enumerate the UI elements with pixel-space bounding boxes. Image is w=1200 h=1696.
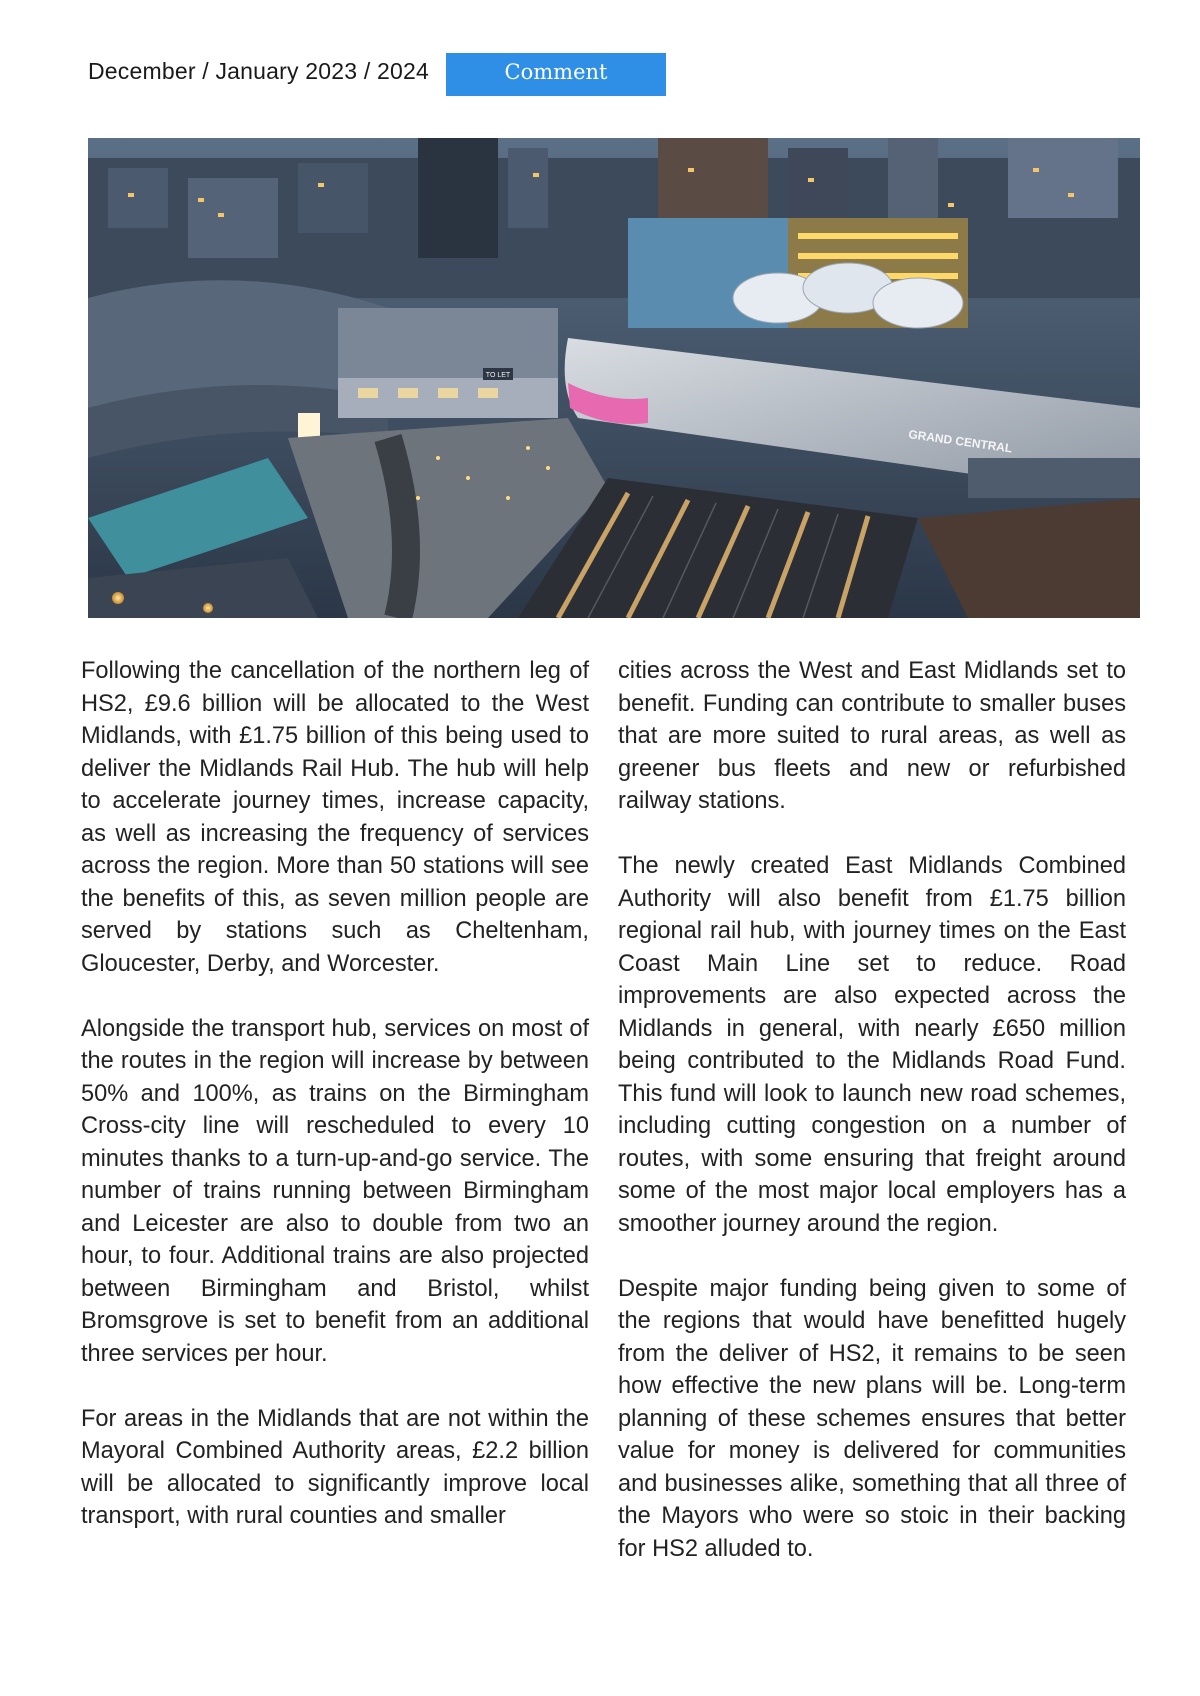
paragraph: Alongside the transport hub, services on most of the routes in the region will increase by between 50% and 100%, as trains on the Birmingham Cross-city line will rescheduled to every 10 minutes thanks to a turn-up-and-go service. The number of trains running between Birmingham and Leicester are also to double from two an hour, to four. Additional trains are also projected between Birmingham and Bristol, whilst Bromsgrove is set to benefit from an additional three services per hour. bbox=[81, 1015, 589, 1367]
paragraph: For areas in the Midlands that are not within the Mayoral Combined Authority areas, £2.2 billion will be allocated to significantly improve local transport, with rural counties and smaller bbox=[81, 1405, 589, 1529]
section-tag: Comment bbox=[446, 53, 666, 96]
article-column-right bbox=[618, 655, 1126, 1598]
page-header bbox=[88, 58, 429, 85]
hero-photo bbox=[88, 138, 1140, 618]
article-column-left bbox=[81, 655, 589, 1565]
shop-sign-text: TO LET bbox=[485, 372, 511, 379]
paragraph: Following the cancellation of the northern leg of HS2, £9.6 billion will be allocated to the West Midlands, with £1.75 billion of this being used to deliver the Midlands Rail Hub. The hub will help to accelerate journey times, increase capacity, as well as increasing the frequency of services across the region. More than 50 stations will see the benefits of this, as seven million people are served by stations such as Cheltenham, Gloucester, Derby, and Worcester. bbox=[81, 658, 589, 977]
issue-date: December / January 2023 / 2024 bbox=[88, 58, 429, 84]
station-sign-text: GRAND CENTRAL bbox=[907, 427, 1014, 456]
paragraph: cities across the West and East Midlands set to benefit. Funding can contribute to smaller buses that are more suited to rural areas, as well as greener bus fleets and new or refurbished railway stations. bbox=[618, 658, 1126, 814]
paragraph: Despite major funding being given to some of the regions that would have benefitted hugely from the deliver of HS2, it remains to be seen how effective the new plans will be. Long-term planning of these schemes ensures that better value for money is delivered for communities and businesses alike, something that all three of the Mayors who were so stoic in their backing for HS2 alluded to. bbox=[618, 1275, 1126, 1562]
paragraph: The newly created East Midlands Combined Authority will also benefit from £1.75 billion regional rail hub, with journey times on the East Coast Main Line set to reduce. Road improvements are also expected across the Midlands in general, with nearly £650 million being contributed to the Midlands Road Fund. This fund will look to launch new road schemes, including cutting congestion on a number of routes, with some ensuring that freight around some of the most major local employers has a smoother journey around the region. bbox=[618, 853, 1126, 1237]
aerial-city-illustration bbox=[88, 138, 1140, 618]
